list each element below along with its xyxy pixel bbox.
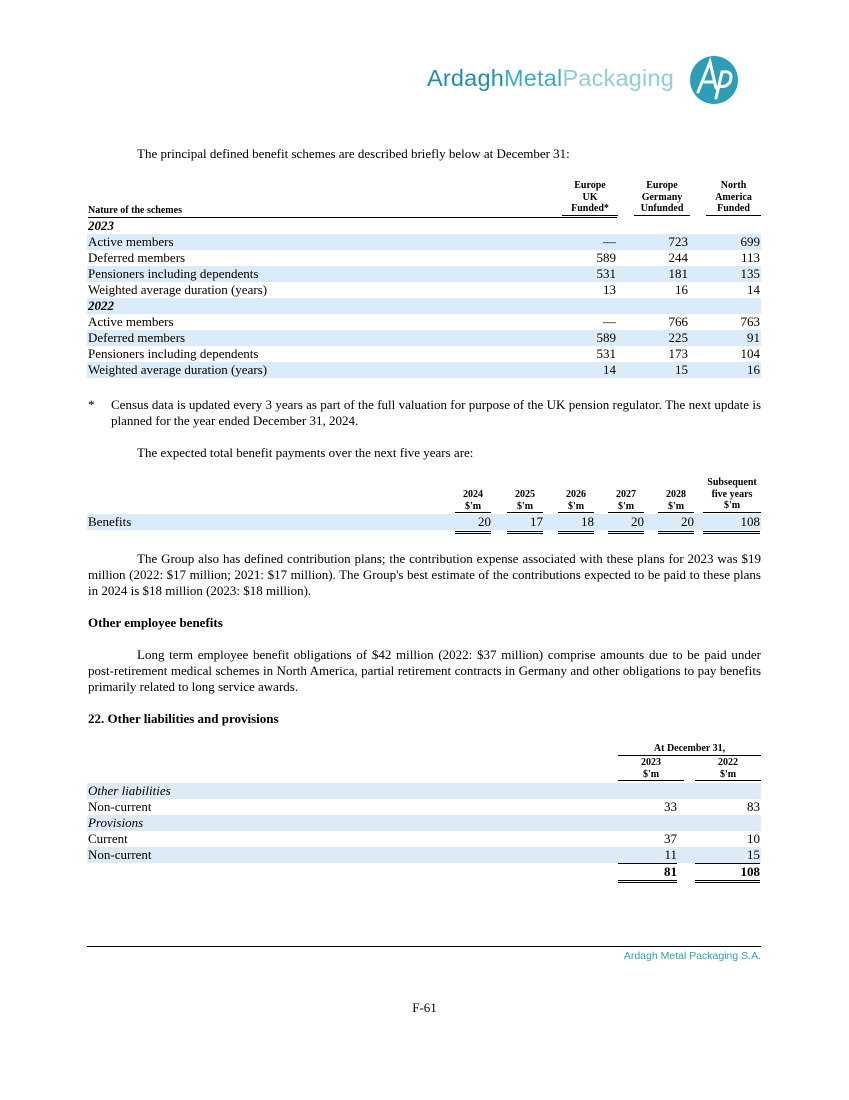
table-row: Weighted average duration (years) 14 15 16 bbox=[88, 362, 760, 377]
table-row: Pensioners including dependents 531 181 135 bbox=[88, 266, 760, 281]
contribution-paragraph: The Group also has defined contribution plans; the contribution expense associated with these plans for 2023 was $19 million (2022: $17 million; 2021: $17 million). The Group's best estimate of the contributions expected to be paid to these plans in 2024 is $18 million (2023: $18 million). bbox=[88, 551, 761, 598]
col-header-2028: 2028 $'m bbox=[658, 489, 694, 513]
col-header-2024: 2024 $'m bbox=[455, 489, 491, 513]
table-row: Pensioners including dependents 531 173 104 bbox=[88, 346, 760, 361]
section-22-heading: 22. Other liabilities and provisions bbox=[88, 711, 279, 726]
table-row: Non-current 11 15 bbox=[88, 847, 760, 862]
schemes-intro: The principal defined benefit schemes are described briefly below at December 31: bbox=[137, 146, 570, 161]
table-row: Non-current 33 83 bbox=[88, 799, 760, 814]
table-row: Current 37 10 bbox=[88, 831, 760, 846]
year-2022-heading: 2022 bbox=[87, 298, 761, 314]
footnote-text: Census data is updated every 3 years as part of the full valuation for purpose of the UK pension regulator. The next update is planned for the year ended December 31, 2024. bbox=[111, 397, 761, 428]
logo-wordmark: ArdaghMetalPackaging bbox=[427, 65, 674, 91]
page-number: F-61 bbox=[412, 1000, 437, 1015]
footer-divider bbox=[87, 946, 761, 947]
footnote-marker: * bbox=[88, 397, 95, 412]
col-header-north-america: North America Funded bbox=[706, 180, 761, 216]
other-benefits-heading: Other employee benefits bbox=[88, 615, 223, 630]
col-header-2023: 2023 $'m bbox=[618, 757, 684, 781]
table-row: Weighted average duration (years) 13 16 14 bbox=[88, 282, 760, 297]
year-2023-heading: 2023 bbox=[88, 218, 114, 233]
table-row: Active members — 723 699 bbox=[88, 234, 760, 249]
table-row: Deferred members 589 225 91 bbox=[88, 330, 760, 345]
col-header-2025: 2025 $'m bbox=[507, 489, 543, 513]
col-header-2022: 2022 $'m bbox=[695, 757, 761, 781]
table-row: Other liabilities bbox=[87, 783, 761, 799]
col-header-2027: 2027 $'m bbox=[608, 489, 644, 513]
amp-logo-icon bbox=[686, 52, 742, 108]
other-benefits-paragraph: Long term employee benefit obligations of $42 million (2022: $37 million) comprise amounts due to be paid under post-retirement medical schemes in North America, partial retirement contracts in Germany and other obligations to pay benefits primarily related to long service awards. bbox=[88, 647, 761, 694]
totals-row: 81 108 bbox=[87, 864, 761, 880]
at-december-header: At December 31, bbox=[618, 743, 761, 756]
table-row: Active members — 766 763 bbox=[88, 314, 760, 329]
col-header-2026: 2026 $'m bbox=[558, 489, 594, 513]
col-header-europe-uk: Europe UK Funded* bbox=[562, 180, 618, 216]
table-row: Provisions bbox=[87, 815, 761, 831]
table-row: Deferred members 589 244 113 bbox=[88, 250, 760, 265]
benefits-row: Benefits 20 17 18 20 20 108 bbox=[87, 514, 761, 530]
payments-intro: The expected total benefit payments over the next five years are: bbox=[137, 445, 474, 460]
schemes-row-header: Nature of the schemes bbox=[88, 205, 617, 218]
footer-company: Ardagh Metal Packaging S.A. bbox=[623, 950, 761, 962]
col-header-europe-germany: Europe Germany Unfunded bbox=[634, 180, 690, 216]
col-header-subsequent: Subsequent five years $'m bbox=[703, 477, 761, 513]
